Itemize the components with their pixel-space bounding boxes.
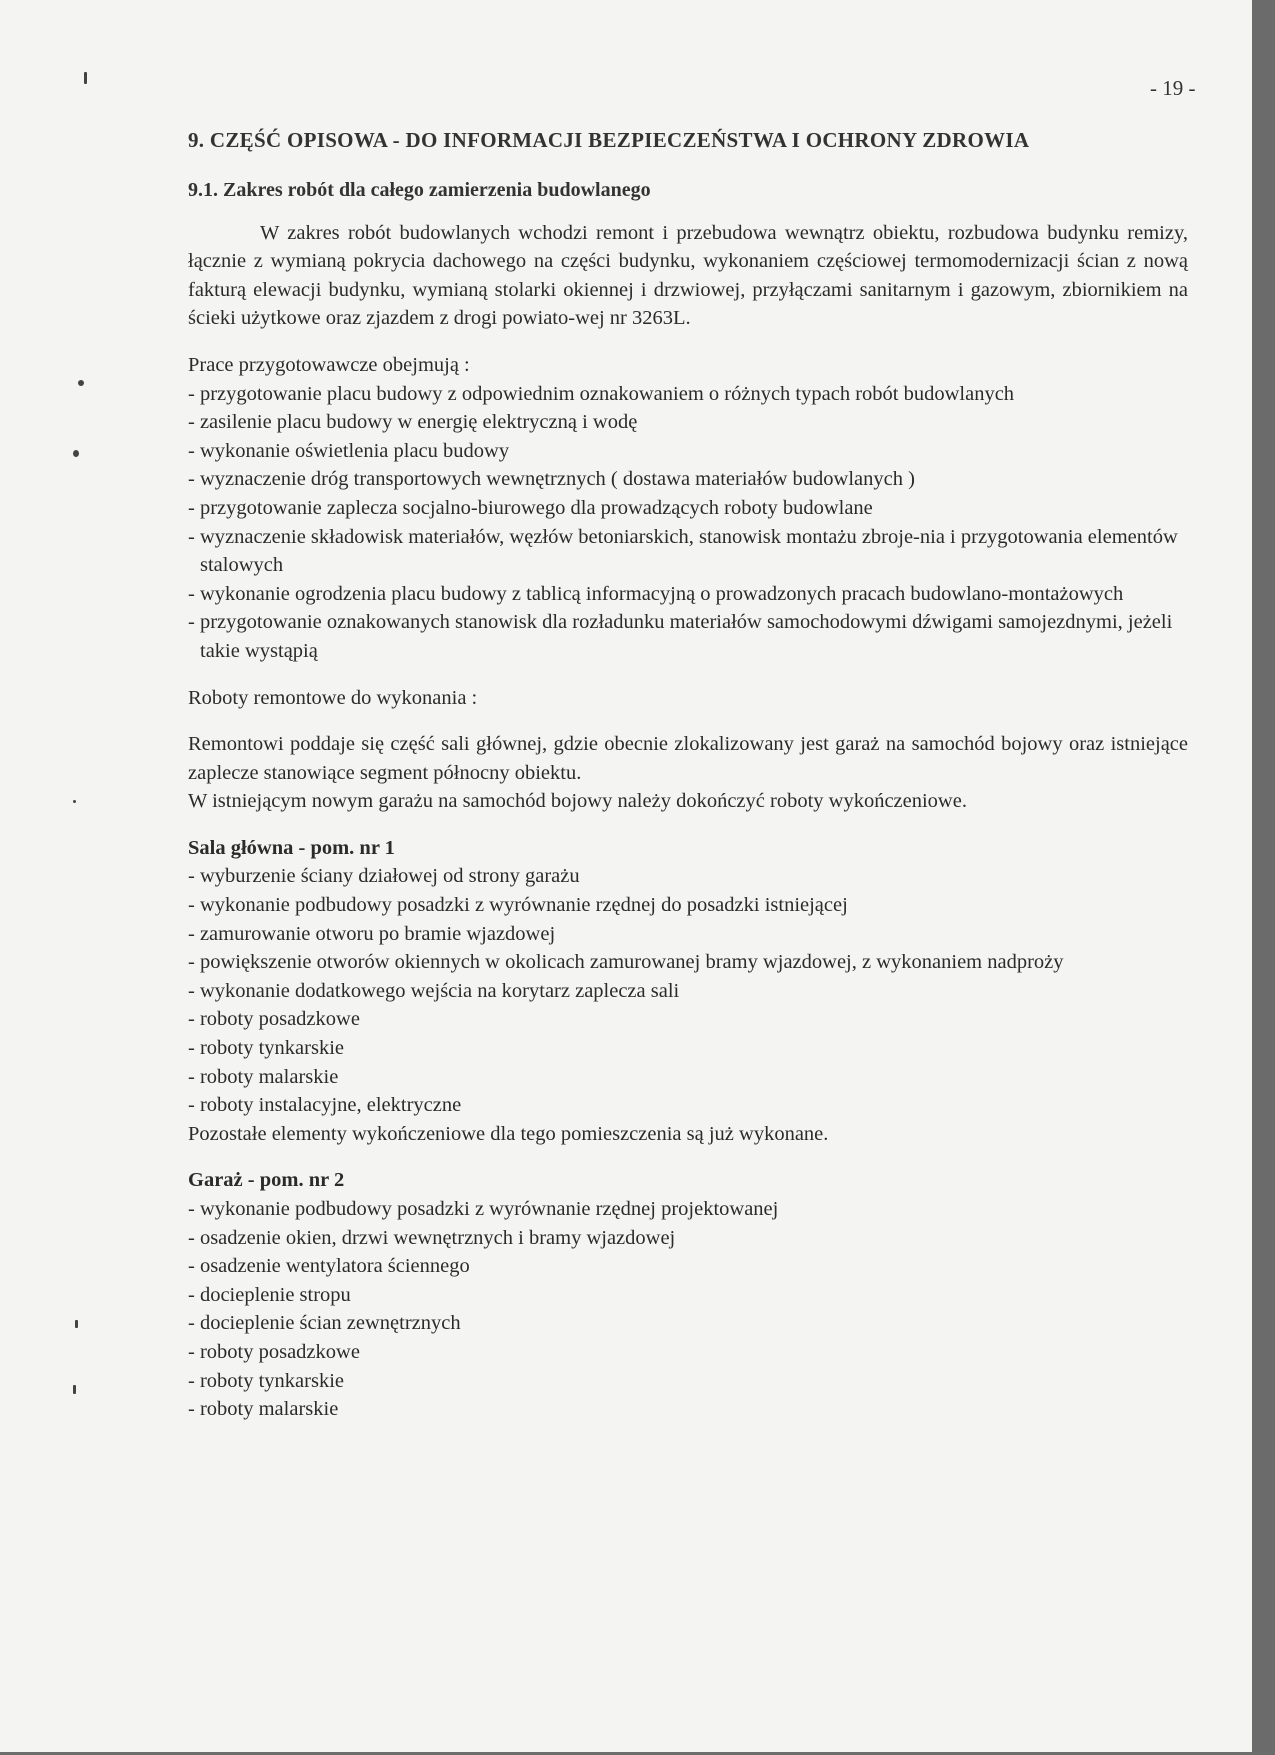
preparatory-list	[188, 380, 1188, 666]
list-item: - docieplenie ścian zewnętrznych	[188, 1309, 1188, 1338]
list-item: - roboty malarskie	[188, 1395, 1188, 1424]
garage-list	[188, 1195, 1188, 1424]
list-item: - wyznaczenie dróg transportowych wewnętrznych ( dostawa materiałów budowlanych )	[188, 465, 1188, 494]
garage-heading: Garaż - pom. nr 2	[188, 1169, 345, 1192]
scan-mark	[75, 1320, 78, 1328]
list-item: - przygotowanie placu budowy z odpowiednim oznakowaniem o różnych typach robót budowlanych	[188, 380, 1188, 409]
list-item: - wyburzenie ściany działowej od strony garażu	[188, 862, 1188, 891]
list-item: - wyznaczenie składowisk materiałów, węzłów betoniarskich, stanowisk montażu zbroje-nia i przygotowania elementów stalowych	[188, 523, 1188, 580]
list-item: - wykonanie oświetlenia placu budowy	[188, 437, 1188, 466]
list-item: - zamurowanie otworu po bramie wjazdowej	[188, 920, 1188, 949]
scan-mark	[84, 72, 87, 84]
scan-mark	[73, 450, 79, 457]
list-item: - przygotowanie oznakowanych stanowisk dla rozładunku materiałów samochodowymi dźwigami samojezdnymi, jeżeli takie wystąpią	[188, 608, 1188, 665]
intro-paragraph: W zakres robót budowlanych wchodzi remont i przebudowa wewnątrz obiektu, rozbudowa budynku remizy, łącznie z wymianą pokrycia dachowego na części budynku, wykonaniem częściowej termomodernizacji ścian z nową fakturą elewacji budynku, wymianą stolarki okiennej i drzwiowej, przyłączami sanitarnym i gazowym, zbiornikiem na ścieki użytkowe oraz zjazdem z drogi powiato-wej nr 3263L.	[188, 221, 1188, 330]
renovation-description: Remontowi poddaje się część sali głównej, gdzie obecnie zlokalizowany jest garaż na samochód bojowy oraz istniejące zaplecze stanowiące segment północny obiektu.	[188, 733, 1188, 784]
scan-mark	[73, 800, 76, 803]
document-content	[188, 126, 1188, 1424]
list-item: - roboty tynkarskie	[188, 1367, 1188, 1396]
subsection-title: 9.1. Zakres robót dla całego zamierzenia budowlanego	[188, 179, 651, 201]
main-hall-note: Pozostałe elementy wykończeniowe dla tego pomieszczenia są już wykonane.	[188, 1122, 829, 1145]
scan-mark	[73, 1385, 76, 1394]
list-item: - osadzenie okien, drzwi wewnętrznych i bramy wjazdowej	[188, 1224, 1188, 1253]
list-item: - roboty posadzkowe	[188, 1338, 1188, 1367]
list-item: - roboty tynkarskie	[188, 1034, 1188, 1063]
section-title: 9. CZĘŚĆ OPISOWA - DO INFORMACJI BEZPIECZEŃSTWA I OCHRONY ZDROWIA	[188, 128, 1030, 152]
renovation-note: W istniejącym nowym garażu na samochód bojowy należy dokończyć roboty wykończeniowe.	[188, 790, 967, 813]
renovation-label: Roboty remontowe do wykonania :	[188, 686, 478, 709]
list-item: - roboty instalacyjne, elektryczne	[188, 1091, 1188, 1120]
list-item: - wykonanie ogrodzenia placu budowy z tablicą informacyjną o prowadzonych pracach budowlano-montażowych	[188, 580, 1188, 609]
preparatory-label: Prace przygotowawcze obejmują :	[188, 353, 470, 376]
list-item: - osadzenie wentylatora ściennego	[188, 1252, 1188, 1281]
scan-mark	[78, 380, 84, 386]
list-item: - wykonanie podbudowy posadzki z wyrównanie rzędnej projektowanej	[188, 1195, 1188, 1224]
list-item: - wykonanie dodatkowego wejścia na korytarz zaplecza sali	[188, 977, 1188, 1006]
page-number: - 19 -	[1150, 76, 1196, 100]
list-item: - roboty posadzkowe	[188, 1005, 1188, 1034]
list-item: - zasilenie placu budowy w energię elektryczną i wodę	[188, 408, 1188, 437]
list-item: - docieplenie stropu	[188, 1281, 1188, 1310]
main-hall-heading: Sala główna - pom. nr 1	[188, 836, 395, 859]
list-item: - wykonanie podbudowy posadzki z wyrównanie rzędnej do posadzki istniejącej	[188, 891, 1188, 920]
list-item: - roboty malarskie	[188, 1063, 1188, 1092]
main-hall-list	[188, 862, 1188, 1119]
list-item: - powiększenie otworów okiennych w okolicach zamurowanej bramy wjazdowej, z wykonaniem nadproży	[188, 948, 1188, 977]
list-item: - przygotowanie zaplecza socjalno-biurowego dla prowadzących roboty budowlane	[188, 494, 1188, 523]
